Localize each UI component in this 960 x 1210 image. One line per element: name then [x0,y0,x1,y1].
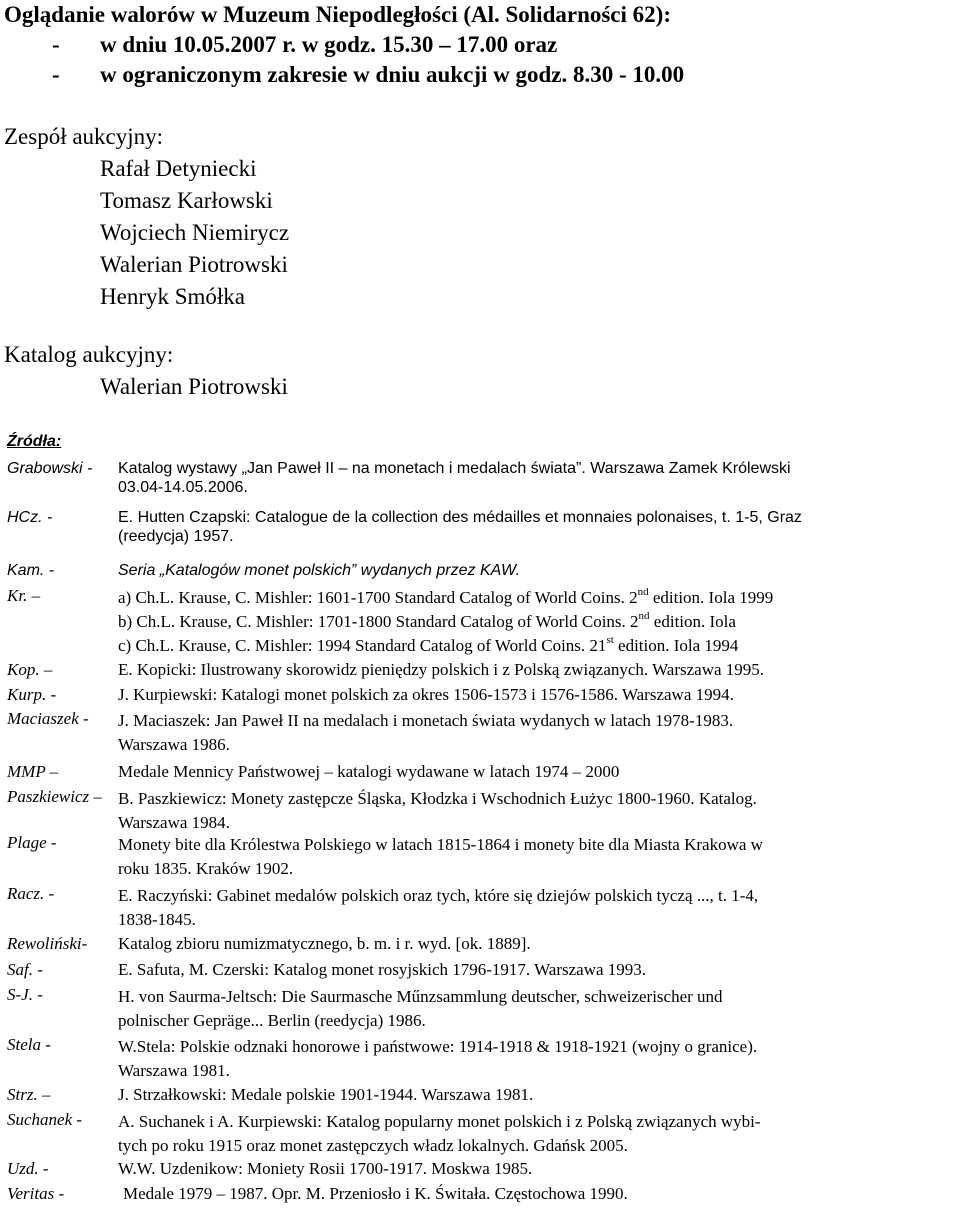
source-text: E. Kopicki: Ilustrowany skorowidz pieniędzy polskich i z Polską związanych. Warszawa 1995. [118,660,765,679]
source-text: c) Ch.L. Krause, C. Mishler: 1994 Standard Catalog of World Coins. 21st edition. Iola 1994 [118,634,739,655]
source-text: H. von Saurma-Jeltsch: Die Saurmasche Műnzsammlung deutscher, schweizerischer und [118,987,723,1006]
source-suchanek [7,1110,957,1156]
source-abbr: S-J. - [7,985,43,1004]
source-text: Monety bite dla Królestwa Polskiego w latach 1815-1864 i monety bite dla Miasta Krakowa w [118,835,763,854]
catalog-author: Walerian Piotrowski [100,374,288,399]
source-abbr: Strz. – [7,1085,51,1104]
source-abbr: Grabowski - [7,460,93,477]
source-text: Katalog zbioru numizmatycznego, b. m. i r. wyd. [ok. 1889]. [118,934,531,953]
source-kr [7,586,957,656]
team-member: Tomasz Karłowski [100,188,273,213]
source-abbr: Maciaszek - [7,709,89,728]
source-text: tych po roku 1915 oraz monet zastępczych władz lokalnych. Gdańsk 2005. [118,1136,628,1155]
source-abbr: Saf. - [7,960,43,979]
viewing-title: Oglądanie walorów w Muzeum Niepodległości (Al. Solidarności 62): [4,2,671,27]
source-racz [7,884,957,930]
source-strz [7,1085,957,1107]
viewing-item-1-text: w dniu 10.05.2007 r. w godz. 15.30 – 17.00 oraz [100,32,558,57]
source-abbr: Rewoliński- [7,934,88,953]
source-abbr: Uzd. - [7,1159,49,1178]
team-member: Wojciech Niemirycz [100,220,290,245]
source-text: roku 1835. Kraków 1902. [118,859,294,878]
source-abbr: Kop. – [7,660,53,679]
source-hcz [7,508,957,548]
viewing-dash-2: - [52,62,60,87]
catalog-heading: Katalog aukcyjny: [4,342,174,367]
source-text: Warszawa 1986. [118,735,230,754]
source-grabowski [7,459,957,499]
source-text: (reedycja) 1957. [118,528,234,545]
source-abbr: Veritas - [7,1184,65,1203]
source-text: B. Paszkiewicz: Monety zastępcze Śląska, Kłodzka i Wschodnich Łużyc 1800-1960. Katalog. [118,789,757,808]
source-stela [7,1035,957,1081]
source-uzd [7,1159,957,1181]
source-text: J. Kurpiewski: Katalogi monet polskich za okres 1506-1573 i 1576-1586. Warszawa 1994. [118,685,734,704]
team-heading: Zespół aukcyjny: [4,124,164,149]
source-text: J. Strzałkowski: Medale polskie 1901-1944. Warszawa 1981. [118,1085,534,1104]
source-text: Katalog wystawy „Jan Paweł II – na monetach i medalach świata”. Warszawa Zamek Królewski [118,460,791,477]
source-text: Medale 1979 – 1987. Opr. M. Przeniosło i K. Świtała. Częstochowa 1990. [123,1184,628,1203]
source-text: polnischer Gepräge... Berlin (reedycja) 1986. [118,1011,426,1030]
team-member: Henryk Smółka [100,284,246,309]
source-abbr: MMP – [7,762,59,781]
source-text: 03.04-14.05.2006. [118,479,248,496]
source-text: a) Ch.L. Krause, C. Mishler: 1601-1700 Standard Catalog of World Coins. 2nd edition. Iola 1999 [118,586,774,607]
source-text: W.W. Uzdenikow: Moniety Rosii 1700-1917. Moskwa 1985. [118,1159,533,1178]
source-veritas [7,1184,957,1206]
source-abbr: Paszkiewicz – [7,787,102,806]
source-sj [7,985,957,1031]
team-member: Rafał Detyniecki [100,156,257,181]
source-rewolinski [7,934,957,956]
source-text: Warszawa 1981. [118,1061,230,1080]
source-mmp [7,762,957,784]
source-abbr: Stela - [7,1035,51,1054]
source-paszkiewicz [7,787,957,833]
sources-heading: Źródła: [7,433,62,450]
source-text: Warszawa 1984. [118,813,230,832]
source-abbr: Suchanek - [7,1110,83,1129]
source-abbr: Kr. – [7,586,41,605]
source-text: Medale Mennicy Państwowej – katalogi wydawane w latach 1974 – 2000 [118,762,620,781]
source-kam [7,561,957,581]
source-text: A. Suchanek i A. Kurpiewski: Katalog popularny monet polskich i z Polską związanych wybi- [118,1112,761,1131]
team-member: Walerian Piotrowski [100,252,288,277]
source-abbr: Kam. - [7,562,55,579]
source-abbr: Kurp. - [7,685,57,704]
source-text: E. Hutten Czapski: Catalogue de la collection des médailles et monnaies polonaises, t. 1-5, Graz [118,509,802,526]
source-text: E. Safuta, M. Czerski: Katalog monet rosyjskich 1796-1917. Warszawa 1993. [118,960,647,979]
source-abbr: Racz. - [7,884,55,903]
source-text: Seria „Katalogów monet polskich” wydanych przez KAW. [118,562,520,579]
source-kurp [7,685,957,707]
viewing-dash-1: - [52,32,60,57]
source-text: E. Raczyński: Gabinet medalów polskich oraz tych, które się dziejów polskich tyczą ..., t. 1-4, [118,886,759,905]
source-text: W.Stela: Polskie odznaki honorowe i państwowe: 1914-1918 & 1918-1921 (wojny o granice). [118,1037,758,1056]
source-text: b) Ch.L. Krause, C. Mishler: 1701-1800 Standard Catalog of World Coins. 2nd edition. Iola [118,610,736,631]
source-abbr: HCz. - [7,509,53,526]
viewing-item-1 [52,32,60,58]
viewing-item-2 [52,62,60,88]
source-plage [7,833,957,879]
viewing-item-2-text: w ograniczonym zakresie w dniu aukcji w godz. 8.30 - 10.00 [100,62,685,87]
source-maciaszek [7,709,957,755]
source-kop [7,660,957,682]
source-abbr: Plage - [7,833,57,852]
source-text: 1838-1845. [118,910,196,929]
source-saf [7,960,957,982]
source-text: J. Maciaszek: Jan Paweł II na medalach i monetach świata wydanych w latach 1978-1983. [118,711,734,730]
